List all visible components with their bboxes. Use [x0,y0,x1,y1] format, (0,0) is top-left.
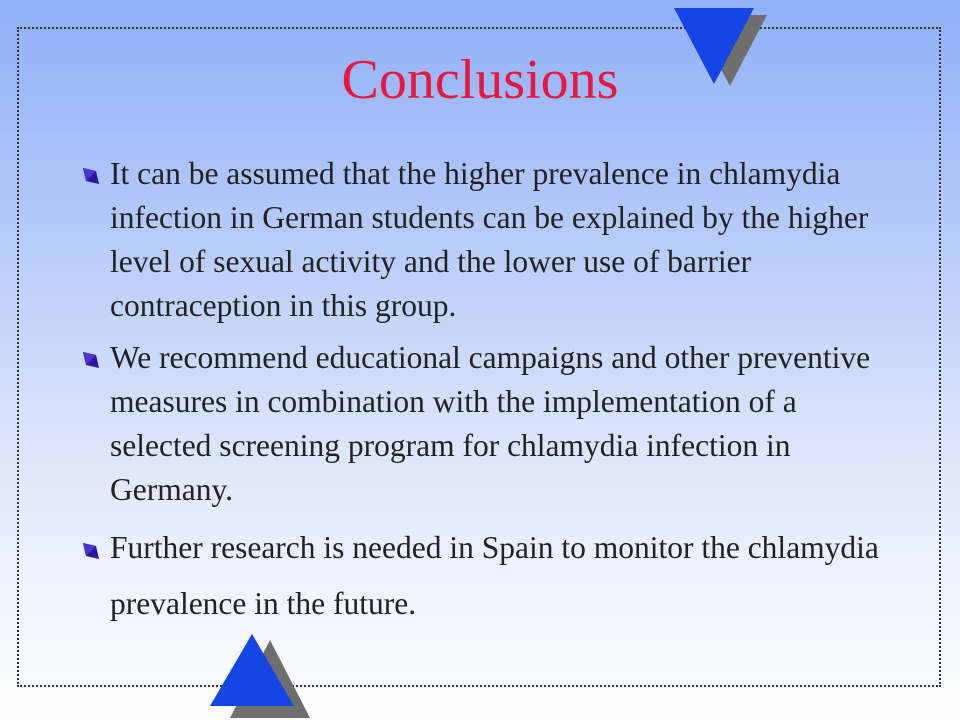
bullet-item [80,336,900,512]
diamond-bullet-icon [80,166,100,186]
slide-title: Conclusions [341,49,619,111]
bullet-item [80,520,900,632]
bullet-text: It can be assumed that the higher prevalence in chlamydia infection in German students can be explained by the higher level of sexual activity and the lower use of barrier contraception in this group. [110,156,869,323]
bullet-text: We recommend educational campaigns and other preventive measures in combination with the implementation of a selected screening program for chlamydia infection in Germany. [110,340,871,507]
diamond-bullet-icon [80,541,100,561]
bullet-text: Further research is needed in Spain to monitor the chlamydia prevalence in the future. [110,530,879,621]
bullet-list [80,152,900,632]
diamond-bullet-icon [80,350,100,370]
up-triangle-icon [208,630,320,720]
bullet-item [80,152,900,328]
